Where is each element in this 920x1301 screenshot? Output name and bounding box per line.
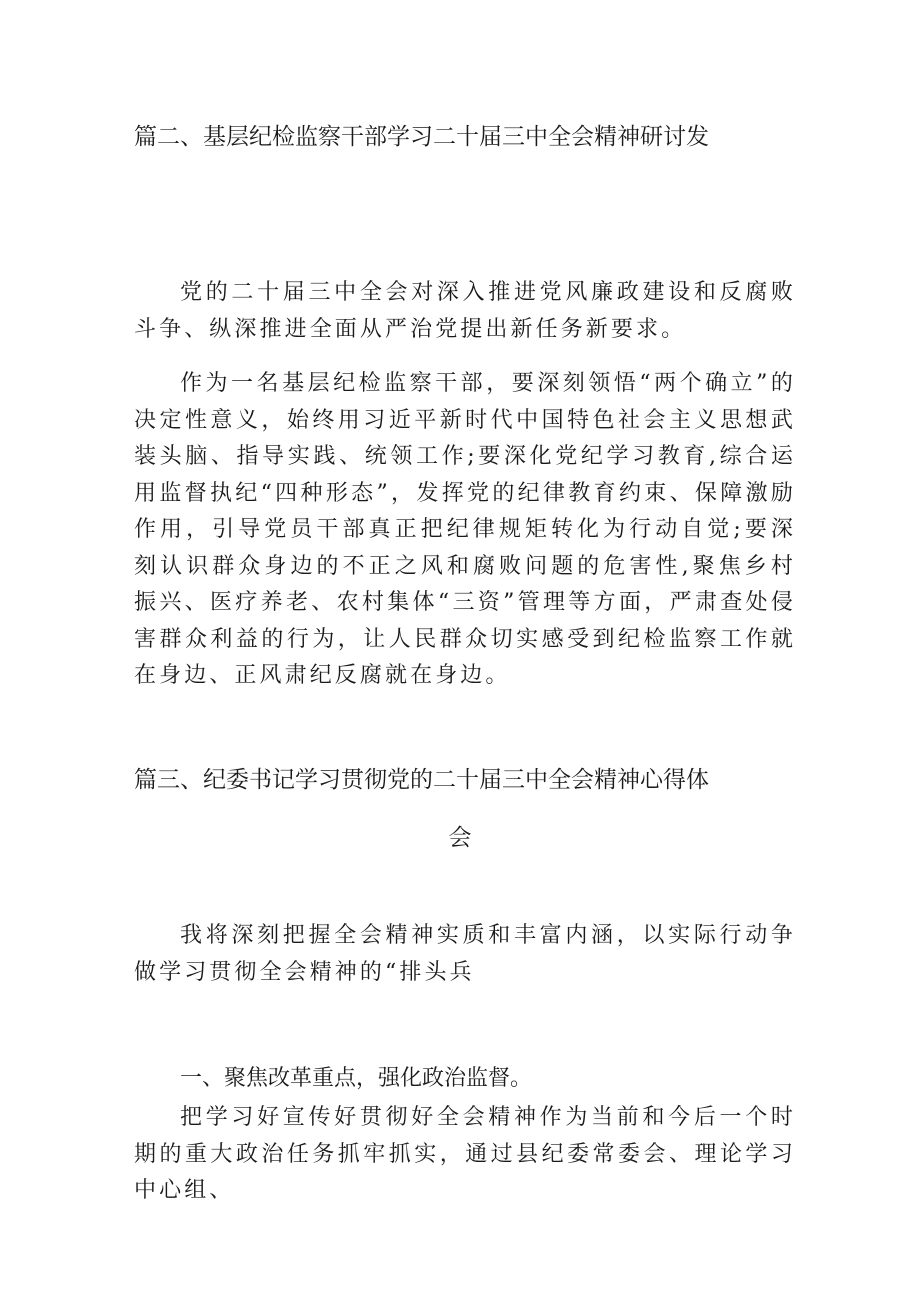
section-2-paragraph-1: 党的二十届三中全会对深入推进党风廉政建设和反腐败斗争、纵深推进全面从严治党提出新任务新要求。: [134, 280, 796, 342]
section-3-title: 篇三、纪委书记学习贯彻党的二十届三中全会精神心得体: [134, 767, 709, 793]
section-2-paragraph-2: 作为一名基层纪检监察干部，要深刻领悟“两个确立”的决定性意义，始终用习近平新时代中国特色社会主义思想武装头脑、指导实践、统领工作;要深化党纪学习教育,综合运用监督执纪“四种形态”，发挥党的纪律教育约束、保障激励作用，引导党员干部真正把纪律规矩转化为行动自觉;要深刻认识群众身边的不正之风和腐败问题的危害性,聚焦乡村振兴、医疗养老、农村集体“三资”管理等方面，严肃查处侵害群众利益的行为，让人民群众切实感受到纪检监察工作就在身边、正风肃纪反腐就在身边。: [134, 371, 796, 688]
section-2-title: 篇二、基层纪检监察干部学习二十届三中全会精神研讨发: [134, 124, 709, 150]
section-3-intro-paragraph: 我将深刻把握全会精神实质和丰富内涵，以实际行动争做学习贯彻全会精神的“排头兵: [134, 923, 796, 985]
section-3-subheading-1: 一、聚焦改革重点，强化政治监督。: [180, 1066, 533, 1091]
section-3-title-continued: 会: [448, 825, 472, 851]
section-3-body-paragraph: 把学习好宣传好贯彻好全会精神作为当前和今后一个时期的重大政治任务抓牢抓实，通过县纪委常委会、理论学习中心组、: [134, 1105, 796, 1203]
